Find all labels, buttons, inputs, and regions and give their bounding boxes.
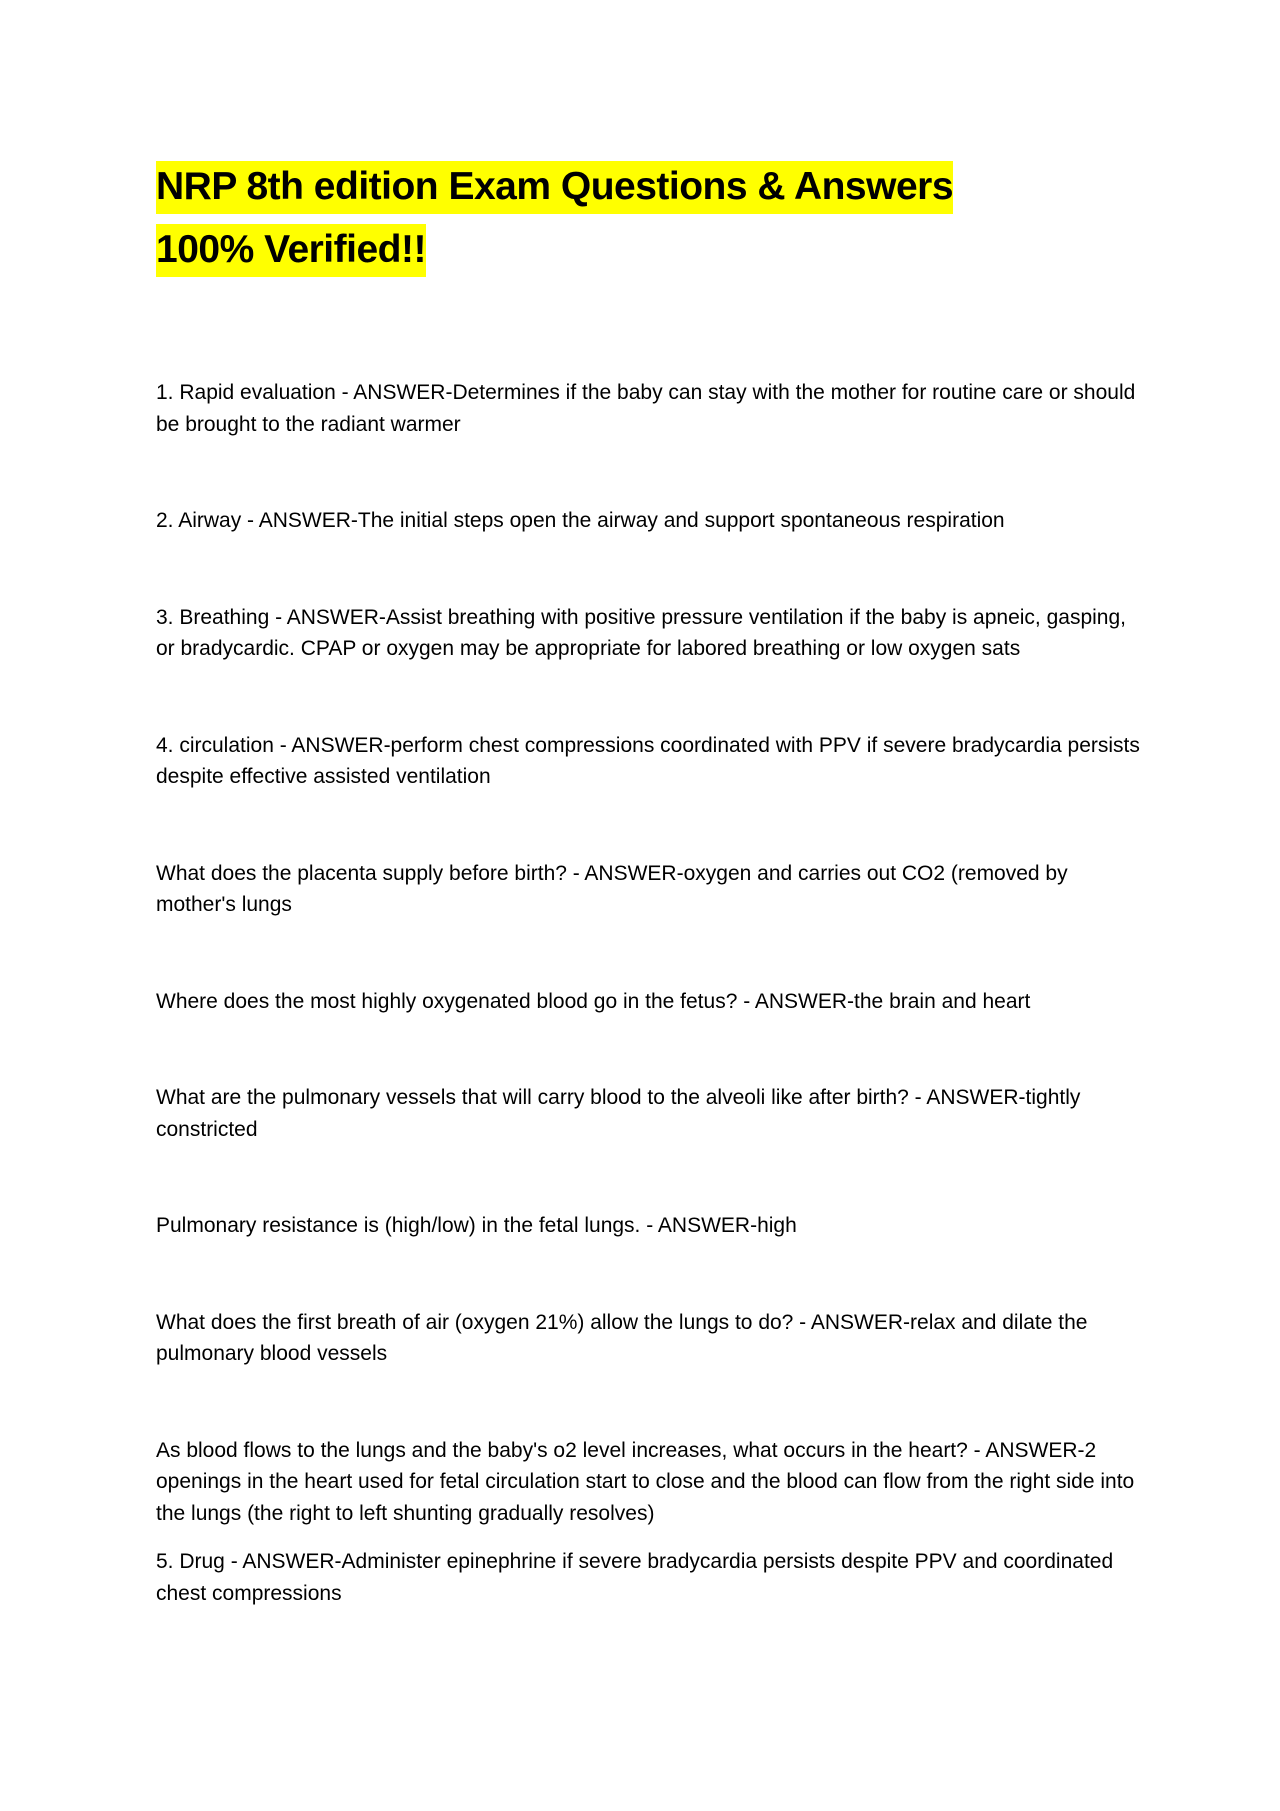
qa-entry-pulmonary-resistance: Pulmonary resistance is (high/low) in the fetal lungs. - ANSWER-high <box>156 1214 797 1237</box>
qa-entry-oxygenated-blood: Where does the most highly oxygenated blood go in the fetus? - ANSWER-the brain and heart <box>156 989 1031 1013</box>
qa-entry-breathing: 3. Breathing - ANSWER-Assist breathing with positive pressure ventilation if the baby is apneic, gasping, or bradycardic. CPAP or oxygen may be appropriate for labored breathing or low oxygen sats <box>156 605 1126 660</box>
qa-entry-airway: 2. Airway - ANSWER-The initial steps open the airway and support spontaneous respiration <box>156 509 1005 532</box>
document-title <box>156 155 1116 281</box>
qa-entry-circulation: 4. circulation - ANSWER-perform chest compressions coordinated with PPV if severe bradycardia persists despite effective assisted ventilation <box>156 733 1140 788</box>
qa-entry-rapid-evaluation: 1. Rapid evaluation - ANSWER-Determines if the baby can stay with the mother for routine care or should be brought to the radiant warmer <box>156 381 1136 436</box>
qa-list <box>156 377 1146 1609</box>
title-line-2: 100% Verified!! <box>156 224 426 277</box>
qa-entry-drug: 5. Drug - ANSWER-Administer epinephrine if severe bradycardia persists despite PPV and coordinated chest compressions <box>156 1550 1114 1605</box>
qa-entry-pulmonary-vessels: What are the pulmonary vessels that will carry blood to the alveoli like after birth? - ANSWER-tightly constricted <box>156 1086 1081 1141</box>
title-line-1: NRP 8th edition Exam Questions & Answers <box>156 161 953 214</box>
qa-entry-first-breath: What does the first breath of air (oxygen 21%) allow the lungs to do? - ANSWER-relax and dilate the pulmonary blood vessels <box>156 1310 1088 1365</box>
qa-entry-placenta-supply: What does the placenta supply before birth? - ANSWER-oxygen and carries out CO2 (removed by mother's lungs <box>156 861 1068 916</box>
qa-entry-heart-openings: As blood flows to the lungs and the baby's o2 level increases, what occurs in the heart? - ANSWER-2 openings in the heart used for fetal circulation start to close and the blood can flow from the right side into the lungs (the right to left shunting gradually resolves) <box>156 1438 1135 1525</box>
